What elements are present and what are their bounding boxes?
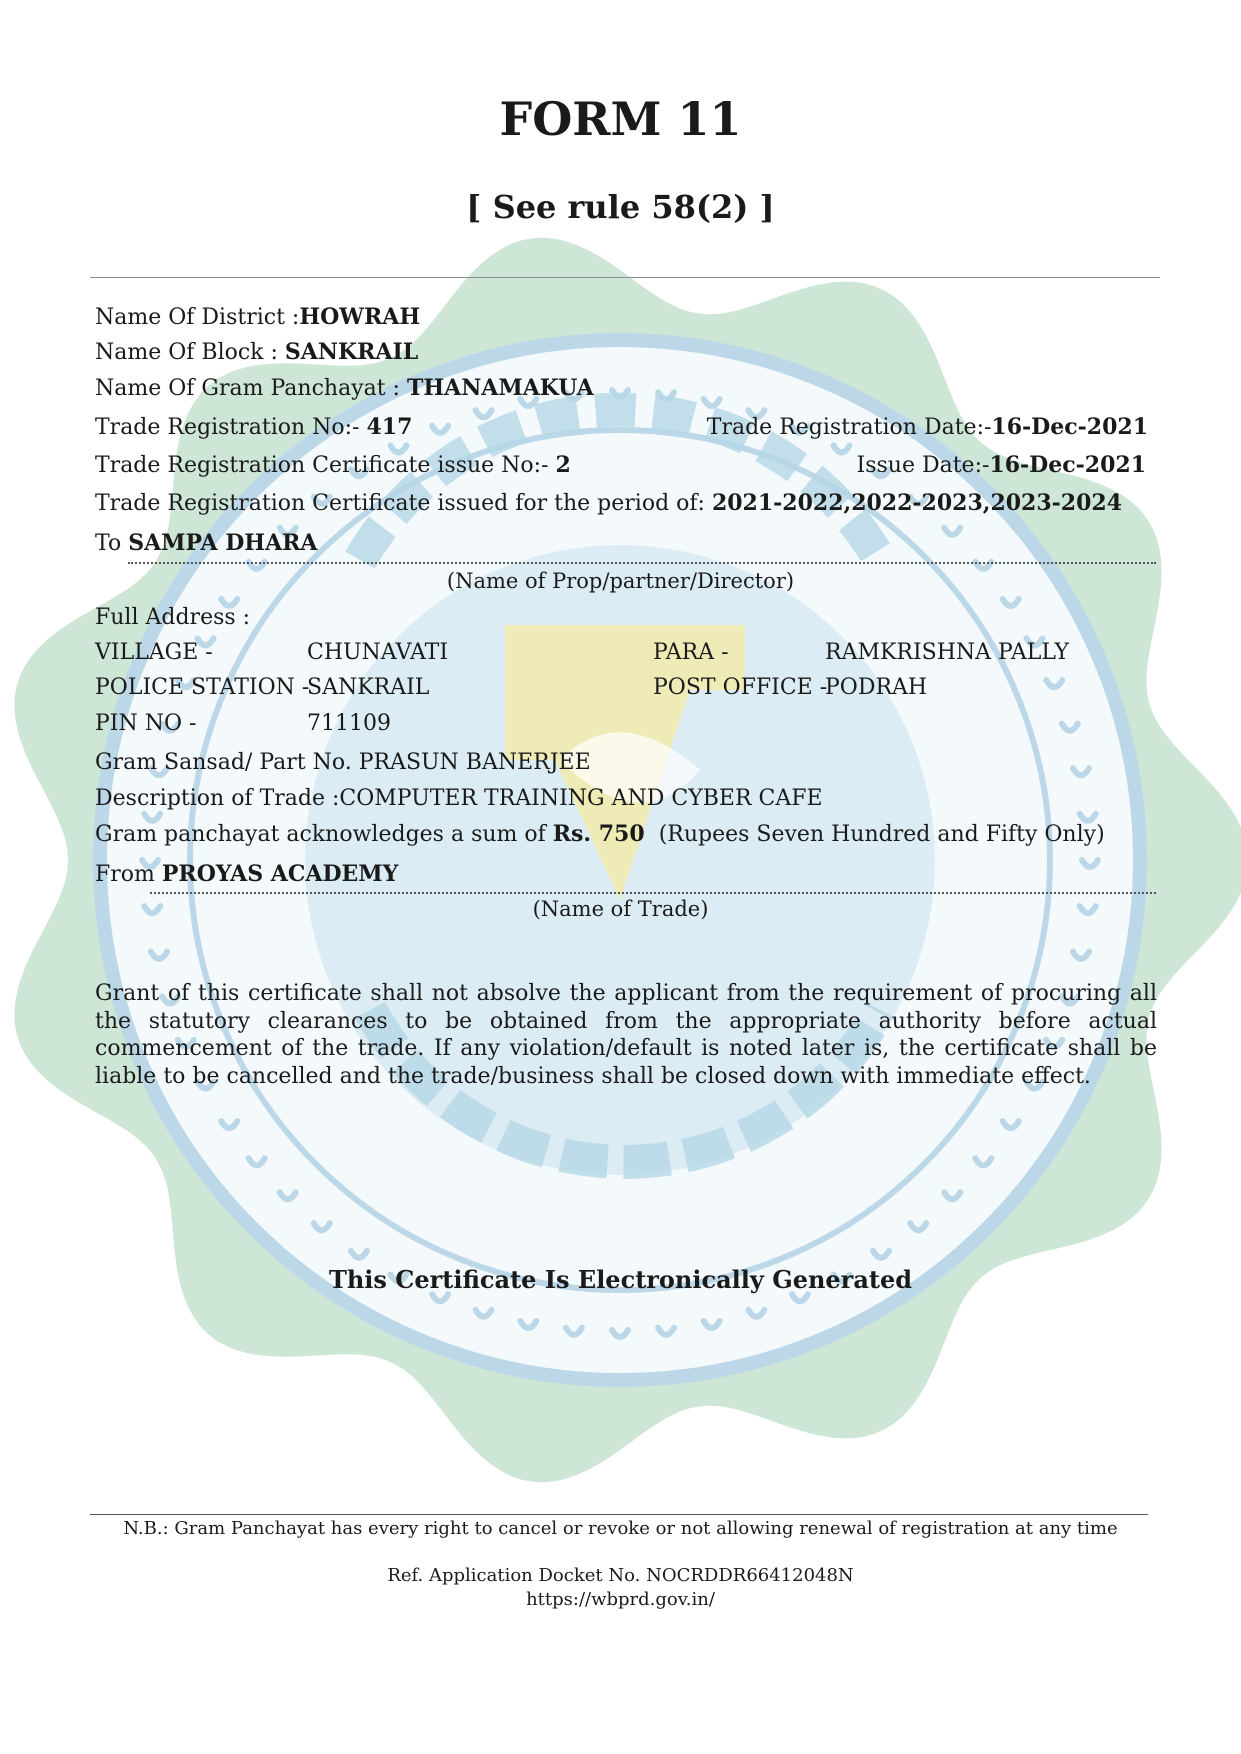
issue-date-row	[857, 452, 1147, 479]
trade-name-row	[95, 861, 398, 888]
district-value: HOWRAH	[299, 304, 421, 330]
recipient-caption: (Name of Prop/partner/Director)	[446, 569, 795, 593]
para-label: PARA -	[653, 640, 729, 665]
certificate-issue-label: Trade Registration Certificate issue No:-	[95, 453, 556, 478]
nb-note: N.B.: Gram Panchayat has every right to cancel or revoke or not allowing renewal of registration at any time	[123, 1518, 1118, 1539]
website-url: https://wbprd.gov.in/	[526, 1589, 715, 1610]
recipient-label: To	[95, 531, 129, 556]
block-value: SANKRAIL	[284, 339, 419, 365]
trade-registration-no-row	[95, 414, 412, 441]
trade-registration-date-row	[707, 414, 1148, 441]
trade-registration-no-label: Trade Registration No:-	[95, 415, 367, 440]
post-office-label: POST OFFICE -	[653, 675, 828, 700]
recipient-name: SAMPA DHARA	[128, 530, 318, 556]
footer-divider	[90, 1514, 1148, 1515]
certificate-issue-value: 2	[555, 452, 571, 478]
block-row	[95, 339, 418, 366]
trade-name-value: PROYAS ACADEMY	[161, 861, 399, 887]
trade-registration-date-label: Trade Registration Date:-	[706, 415, 992, 440]
district-row	[95, 304, 420, 331]
village-label: VILLAGE -	[95, 640, 213, 665]
rule-reference: [ See rule 58(2) ]	[466, 188, 775, 226]
district-label: Name Of District :	[95, 305, 300, 330]
form-title: FORM 11	[499, 92, 742, 146]
trade-registration-no-value: 417	[366, 414, 413, 440]
electronic-generation-note: This Certificate Is Electronically Generated	[328, 1265, 913, 1294]
address-heading: Full Address :	[95, 605, 251, 630]
disclaimer-paragraph: Grant of this certificate shall not absolve the applicant from the requirement of procuring all the statutory clearances to be obtained from the appropriate authority before actual commencement of the trade. If any violation/default is noted later is, the certificate shall be liable to be cancelled and the trade/business shall be closed down with immediate effect.	[95, 981, 1157, 1089]
panchayat-value: THANAMAKUA	[406, 375, 594, 401]
trade-name-caption: (Name of Trade)	[532, 897, 709, 921]
trade-name-label: From	[95, 862, 162, 887]
pin-value: 711109	[307, 711, 391, 736]
certificate-issue-row	[95, 452, 571, 479]
village-value: CHUNAVATI	[307, 640, 449, 665]
recipient-row	[95, 530, 318, 557]
trade-description-row: Description of Trade :COMPUTER TRAINING AND CYBER CAFE	[95, 786, 823, 811]
issue-date-value: 16-Dec-2021	[989, 452, 1146, 478]
post-office-value: PODRAH	[825, 675, 928, 700]
pin-label: PIN NO -	[95, 711, 197, 736]
block-label: Name Of Block :	[95, 340, 285, 365]
trade-name-dotted-line	[150, 892, 1156, 894]
header-divider	[90, 277, 1160, 278]
payment-amount: Rs. 750	[552, 821, 645, 847]
certificate-period-label: Trade Registration Certificate issued for the period of:	[95, 491, 712, 516]
para-value: RAMKRISHNA PALLY	[825, 640, 1070, 665]
police-station-value: SANKRAIL	[307, 675, 430, 700]
payment-label: Gram panchayat acknowledges a sum of	[95, 822, 553, 847]
gram-sansad-row: Gram Sansad/ Part No. PRASUN BANERJEE	[95, 750, 591, 775]
issue-date-label: Issue Date:-	[856, 453, 990, 478]
recipient-dotted-line	[128, 562, 1156, 564]
panchayat-row	[95, 375, 594, 402]
police-station-label: POLICE STATION -	[95, 675, 310, 700]
payment-amount-words: (Rupees Seven Hundred and Fifty Only)	[658, 822, 1105, 847]
payment-row	[95, 821, 1105, 848]
docket-number: Ref. Application Docket No. NOCRDDR66412048N	[387, 1565, 854, 1586]
panchayat-label: Name Of Gram Panchayat :	[95, 376, 407, 401]
certificate-period-value: 2021-2022,2022-2023,2023-2024	[711, 490, 1123, 516]
trade-registration-date-value: 16-Dec-2021	[991, 414, 1148, 440]
certificate-period-row	[95, 490, 1122, 517]
